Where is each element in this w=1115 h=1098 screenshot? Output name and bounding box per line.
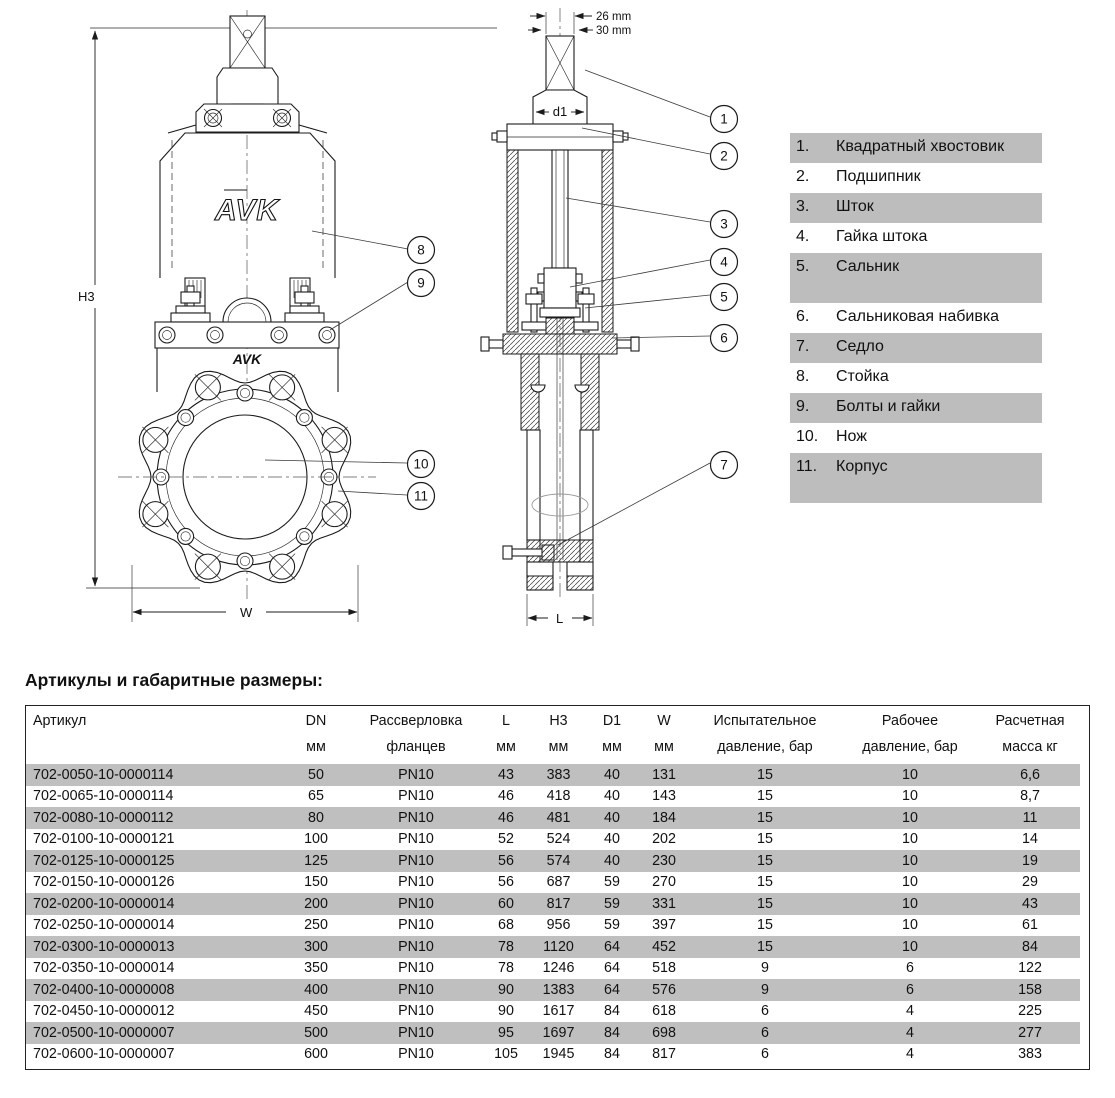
table-cell: 4 bbox=[906, 1046, 914, 1063]
legend-item bbox=[790, 193, 1042, 223]
legend-label: Болты и гайки bbox=[836, 398, 941, 415]
table-cell: 78 bbox=[498, 960, 514, 977]
legend-label: Корпус bbox=[836, 458, 888, 475]
callout-7 bbox=[711, 452, 738, 479]
table-cell: 78 bbox=[498, 938, 514, 955]
table-cell: 80 bbox=[308, 809, 324, 826]
table-cell: 59 bbox=[604, 895, 620, 912]
body-wall-right bbox=[580, 430, 593, 540]
table-cell: 90 bbox=[498, 981, 514, 998]
legend-item bbox=[790, 423, 1042, 453]
table-cell: 8,7 bbox=[1020, 788, 1040, 805]
table-cell: PN10 bbox=[398, 960, 434, 977]
table-cell: 524 bbox=[546, 831, 571, 848]
legend-number: 7. bbox=[796, 338, 810, 355]
svg-text:8: 8 bbox=[417, 242, 425, 258]
svg-text:10: 10 bbox=[413, 456, 429, 472]
table-cell: 84 bbox=[604, 1046, 620, 1063]
table-cell: 687 bbox=[546, 874, 571, 891]
gland-plate-front bbox=[155, 322, 339, 348]
table-cell: 702-0065-10-0000114 bbox=[33, 788, 174, 805]
table-cell: 518 bbox=[652, 960, 676, 977]
square-shank-side bbox=[546, 36, 574, 90]
table-cell: 6 bbox=[761, 1024, 769, 1041]
table-row bbox=[26, 958, 1080, 980]
table-cell: 1697 bbox=[542, 1024, 575, 1041]
legend-number: 11. bbox=[796, 458, 818, 475]
legend-number: 6. bbox=[796, 308, 810, 325]
callout-4 bbox=[711, 249, 738, 276]
valve-technical-drawing bbox=[0, 0, 780, 668]
table-cell: 6 bbox=[906, 960, 914, 977]
side-view-drawing bbox=[481, 8, 639, 626]
table-cell: 15 bbox=[757, 917, 773, 934]
table-cell: PN10 bbox=[398, 1024, 434, 1041]
table-cell: 15 bbox=[757, 938, 773, 955]
svg-text:1: 1 bbox=[720, 111, 728, 127]
table-cell: 6 bbox=[906, 981, 914, 998]
table-cell: 225 bbox=[1018, 1003, 1042, 1020]
yoke-rail-left bbox=[507, 150, 518, 332]
table-cell: 576 bbox=[652, 981, 676, 998]
table-cell: 6,6 bbox=[1020, 766, 1040, 783]
table-cell: 702-0500-10-0000007 bbox=[33, 1024, 175, 1041]
col-header-l: L мм bbox=[496, 713, 516, 755]
table-cell: 59 bbox=[604, 917, 620, 934]
legend-number: 10. bbox=[796, 428, 819, 445]
plate-bolt-left bbox=[204, 109, 222, 127]
table-row bbox=[26, 764, 1080, 786]
table-cell: 1383 bbox=[542, 981, 575, 998]
table-row bbox=[26, 850, 1080, 872]
callout-5 bbox=[711, 284, 738, 311]
table-cell: PN10 bbox=[398, 831, 434, 848]
table-title: Артикулы и габаритные размеры: bbox=[25, 670, 323, 690]
table-cell: 15 bbox=[757, 809, 773, 826]
table-cell: 40 bbox=[604, 831, 620, 848]
col-header-working-pressure: Рабочее давление, бар bbox=[862, 713, 958, 755]
table-cell: 817 bbox=[546, 895, 571, 912]
table-cell: 105 bbox=[494, 1046, 518, 1063]
table-cell: 10 bbox=[902, 831, 918, 848]
stem-dome-front bbox=[223, 298, 271, 322]
svg-text:H3: H3 bbox=[78, 289, 95, 304]
table-cell: 698 bbox=[652, 1024, 676, 1041]
svg-text:d1: d1 bbox=[552, 104, 568, 119]
table-cell: 481 bbox=[546, 809, 571, 826]
table-row bbox=[26, 1001, 1080, 1023]
table-row bbox=[26, 829, 1080, 851]
table-cell: 702-0250-10-0000014 bbox=[33, 917, 175, 934]
col-header-dn: DN мм bbox=[305, 713, 327, 755]
legend-item bbox=[790, 253, 1042, 303]
table-cell: 600 bbox=[304, 1046, 328, 1063]
legend-item bbox=[790, 363, 1042, 393]
table-cell: PN10 bbox=[398, 809, 434, 826]
legend-label: Гайка штока bbox=[836, 228, 928, 245]
table-cell: 500 bbox=[304, 1024, 328, 1041]
table-cell: 383 bbox=[1018, 1046, 1042, 1063]
table-row bbox=[26, 936, 1080, 958]
table-cell: 350 bbox=[304, 960, 328, 977]
table-cell: 702-0200-10-0000014 bbox=[33, 895, 175, 912]
table-cell: PN10 bbox=[398, 938, 434, 955]
table-cell: 56 bbox=[498, 852, 514, 869]
table-cell: 19 bbox=[1022, 852, 1038, 869]
legend-number: 2. bbox=[796, 168, 810, 185]
table-cell: 15 bbox=[757, 895, 773, 912]
table-cell: PN10 bbox=[398, 917, 434, 934]
callout-8 bbox=[408, 237, 435, 264]
svg-text:6: 6 bbox=[720, 330, 728, 346]
table-cell: 4 bbox=[906, 1003, 914, 1020]
legend-number: 8. bbox=[796, 368, 810, 385]
svg-text:3: 3 bbox=[720, 216, 728, 232]
table-cell: 84 bbox=[1022, 938, 1038, 955]
table-row bbox=[26, 872, 1080, 894]
table-cell: 50 bbox=[308, 766, 324, 783]
avk-logo: AVK bbox=[214, 194, 280, 227]
table-cell: 450 bbox=[304, 1003, 328, 1020]
table-row bbox=[26, 1022, 1080, 1044]
table-cell: PN10 bbox=[398, 981, 434, 998]
table-cell: 64 bbox=[604, 938, 620, 955]
table-cell: 40 bbox=[604, 766, 620, 783]
table-cell: 40 bbox=[604, 852, 620, 869]
table-cell: 1120 bbox=[543, 938, 574, 955]
svg-text:2: 2 bbox=[720, 148, 728, 164]
table-cell: 29 bbox=[1022, 874, 1038, 891]
table-cell: 122 bbox=[1018, 960, 1042, 977]
svg-text:30 mm: 30 mm bbox=[596, 25, 632, 37]
table-cell: 40 bbox=[604, 809, 620, 826]
table-cell: 574 bbox=[546, 852, 571, 869]
table-cell: 10 bbox=[902, 788, 918, 805]
table-cell: 702-0600-10-0000007 bbox=[33, 1046, 175, 1063]
table-cell: 10 bbox=[902, 895, 918, 912]
table-cell: 400 bbox=[304, 981, 328, 998]
seat-side bbox=[503, 540, 593, 565]
table-cell: 64 bbox=[604, 960, 620, 977]
legend-number: 1. bbox=[796, 138, 810, 155]
table-cell: 331 bbox=[652, 895, 676, 912]
bonnet-front bbox=[160, 133, 335, 278]
legend-label: Шток bbox=[836, 198, 874, 215]
table-cell: 60 bbox=[498, 895, 514, 912]
table-cell: 4 bbox=[906, 1024, 914, 1041]
table-cell: 11 bbox=[1022, 809, 1038, 826]
table-cell: 46 bbox=[498, 788, 514, 805]
svg-text:W: W bbox=[240, 605, 253, 620]
table-row bbox=[26, 1044, 1080, 1066]
legend-label: Подшипник bbox=[836, 168, 921, 185]
table-cell: 64 bbox=[604, 981, 620, 998]
legend-item bbox=[790, 163, 1042, 193]
dimension-30mm bbox=[528, 25, 631, 37]
legend-label: Сальник bbox=[836, 258, 900, 275]
table-row bbox=[26, 807, 1080, 829]
table-cell: 300 bbox=[304, 938, 328, 955]
table-cell: PN10 bbox=[398, 852, 434, 869]
table-cell: 452 bbox=[652, 938, 676, 955]
table-row bbox=[26, 915, 1080, 937]
legend-number: 4. bbox=[796, 228, 810, 245]
callout-2 bbox=[711, 143, 738, 170]
legend-label: Квадратный хвостовик bbox=[836, 138, 1005, 155]
table-cell: 100 bbox=[304, 831, 328, 848]
table-cell: 95 bbox=[498, 1024, 514, 1041]
table-cell: 9 bbox=[761, 960, 769, 977]
table-cell: 15 bbox=[757, 766, 773, 783]
table-cell: 702-0450-10-0000012 bbox=[33, 1003, 175, 1020]
col-header-h3: H3 мм bbox=[548, 713, 569, 755]
table-body bbox=[26, 764, 1080, 1065]
table-cell: 1246 bbox=[542, 960, 575, 977]
table-cell: 702-0350-10-0000014 bbox=[33, 960, 175, 977]
legend-item bbox=[790, 303, 1042, 333]
parts-legend bbox=[790, 133, 1042, 503]
col-header-w: W мм bbox=[654, 713, 674, 755]
col-header-artikul: Артикул bbox=[33, 713, 87, 729]
table-cell: 702-0400-10-0000008 bbox=[33, 981, 175, 998]
table-cell: 61 bbox=[1022, 917, 1038, 934]
col-header-drilling: Рассверловка фланцев bbox=[369, 713, 463, 755]
bearing-plate-side bbox=[492, 124, 628, 150]
table-header-row bbox=[26, 706, 1080, 764]
stem-side bbox=[552, 150, 568, 268]
svg-text:L: L bbox=[556, 611, 564, 626]
table-cell: 158 bbox=[1018, 981, 1042, 998]
table-cell: 418 bbox=[546, 788, 571, 805]
callout-10 bbox=[408, 451, 435, 478]
legend-item bbox=[790, 393, 1042, 423]
table-cell: 15 bbox=[757, 788, 773, 805]
stuffing-box bbox=[546, 318, 574, 334]
svg-text:7: 7 bbox=[720, 457, 728, 473]
table-cell: 84 bbox=[604, 1003, 620, 1020]
svg-text:11: 11 bbox=[413, 488, 429, 504]
table-cell: 10 bbox=[902, 938, 918, 955]
table-cell: 202 bbox=[652, 831, 676, 848]
legend-item bbox=[790, 333, 1042, 363]
plate-bolt-right bbox=[273, 109, 291, 127]
table-cell: 618 bbox=[652, 1003, 676, 1020]
stem-nut-side bbox=[538, 268, 582, 317]
svg-text:26 mm: 26 mm bbox=[596, 11, 632, 23]
table-cell: 40 bbox=[604, 788, 620, 805]
table-cell: 270 bbox=[652, 874, 676, 891]
body-flange-side bbox=[481, 334, 639, 354]
table-cell: 43 bbox=[1022, 895, 1038, 912]
legend-label: Нож bbox=[836, 428, 867, 445]
table-cell: 250 bbox=[304, 917, 328, 934]
table-cell: PN10 bbox=[398, 788, 434, 805]
bearing-plate-front bbox=[168, 104, 327, 133]
table-cell: 184 bbox=[652, 809, 676, 826]
table-cell: 84 bbox=[604, 1024, 620, 1041]
table-cell: 10 bbox=[902, 766, 918, 783]
table-cell: 10 bbox=[902, 874, 918, 891]
dimension-l bbox=[527, 594, 593, 626]
table-cell: PN10 bbox=[398, 874, 434, 891]
legend-number: 9. bbox=[796, 398, 810, 415]
table-cell: 10 bbox=[902, 852, 918, 869]
table-cell: 1945 bbox=[542, 1046, 575, 1063]
legend-number: 5. bbox=[796, 258, 810, 275]
svg-text:5: 5 bbox=[720, 289, 728, 305]
table-cell: 52 bbox=[498, 831, 514, 848]
table-cell: 15 bbox=[757, 874, 773, 891]
callout-11 bbox=[408, 483, 435, 510]
square-shank-front bbox=[230, 16, 265, 68]
table-cell: 6 bbox=[761, 1046, 769, 1063]
callout-6 bbox=[711, 325, 738, 352]
table-cell: 43 bbox=[498, 766, 514, 783]
table-cell: 150 bbox=[304, 874, 328, 891]
table-cell: 702-0050-10-0000114 bbox=[33, 766, 174, 783]
legend-label: Сальниковая набивка bbox=[836, 308, 1000, 325]
table-cell: 1617 bbox=[542, 1003, 575, 1020]
callout-9 bbox=[408, 270, 435, 297]
table-row bbox=[26, 893, 1080, 915]
col-header-test-pressure: Испытательное давление, бар bbox=[713, 713, 817, 755]
table-cell: 10 bbox=[902, 917, 918, 934]
table-cell: 702-0300-10-0000013 bbox=[33, 938, 175, 955]
table-cell: 125 bbox=[304, 852, 328, 869]
table-cell: 817 bbox=[652, 1046, 676, 1063]
avk-logo-small: AVK bbox=[232, 351, 262, 367]
legend-label: Седло bbox=[836, 338, 884, 355]
table-cell: PN10 bbox=[398, 1003, 434, 1020]
dimensions-table bbox=[26, 706, 1080, 1065]
table-cell: 131 bbox=[652, 766, 676, 783]
table-cell: 65 bbox=[308, 788, 324, 805]
legend-item bbox=[790, 223, 1042, 253]
body-wall-left bbox=[527, 430, 540, 540]
table-row bbox=[26, 979, 1080, 1001]
table-cell: 956 bbox=[546, 917, 571, 934]
table-cell: 143 bbox=[652, 788, 676, 805]
table-cell: 277 bbox=[1018, 1024, 1042, 1041]
table-cell: 397 bbox=[652, 917, 676, 934]
callout-3 bbox=[711, 211, 738, 238]
table-cell: 6 bbox=[761, 1003, 769, 1020]
table-cell: 383 bbox=[546, 766, 571, 783]
yoke-rail-right bbox=[602, 150, 613, 332]
svg-text:4: 4 bbox=[720, 254, 728, 270]
table-cell: 14 bbox=[1022, 831, 1038, 848]
table-cell: 46 bbox=[498, 809, 514, 826]
table-cell: 90 bbox=[498, 1003, 514, 1020]
legend-item bbox=[790, 453, 1042, 503]
table-cell: 230 bbox=[652, 852, 676, 869]
table-cell: 702-0125-10-0000125 bbox=[33, 852, 175, 869]
legend-label: Стойка bbox=[836, 368, 889, 385]
legend-item bbox=[790, 133, 1042, 163]
table-cell: 59 bbox=[604, 874, 620, 891]
table-cell: 702-0100-10-0000121 bbox=[33, 831, 175, 848]
table-cell: 9 bbox=[761, 981, 769, 998]
table-cell: PN10 bbox=[398, 895, 434, 912]
table-cell: 15 bbox=[757, 831, 773, 848]
dimension-w bbox=[132, 565, 358, 622]
callout-1 bbox=[711, 106, 738, 133]
table-cell: PN10 bbox=[398, 766, 434, 783]
front-view-drawing bbox=[78, 10, 497, 622]
dimensions-table-wrap bbox=[25, 705, 1090, 1070]
table-cell: 702-0080-10-0000112 bbox=[33, 809, 174, 826]
table-cell: PN10 bbox=[398, 1046, 434, 1063]
stem-cap-front bbox=[217, 68, 278, 104]
table-cell: 68 bbox=[498, 917, 514, 934]
table-row bbox=[26, 786, 1080, 808]
legend-number: 3. bbox=[796, 198, 810, 215]
table-cell: 200 bbox=[304, 895, 328, 912]
table-cell: 10 bbox=[902, 809, 918, 826]
col-header-mass: Расчетная масса кг bbox=[995, 713, 1065, 755]
table-cell: 56 bbox=[498, 874, 514, 891]
col-header-d1: D1 мм bbox=[602, 713, 622, 755]
table-cell: 702-0150-10-0000126 bbox=[33, 874, 175, 891]
svg-text:9: 9 bbox=[417, 275, 425, 291]
table-cell: 15 bbox=[757, 852, 773, 869]
